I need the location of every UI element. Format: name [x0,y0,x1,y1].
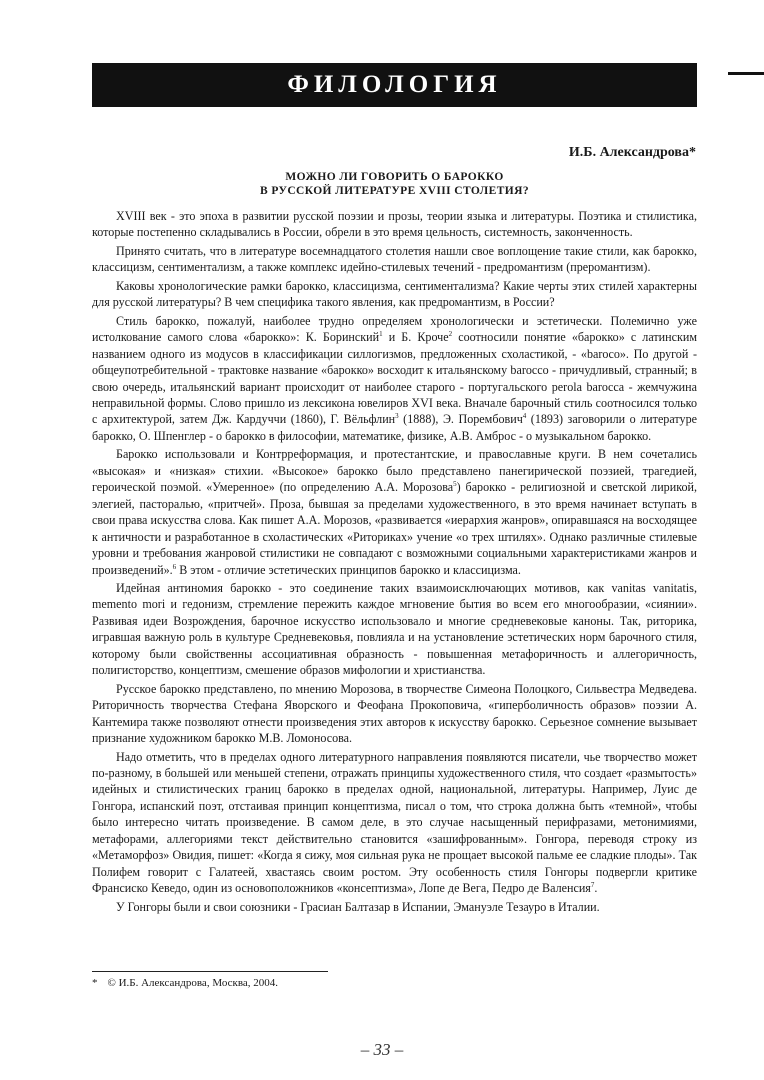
footnote-ref: 3 [395,412,399,421]
paragraph-text: Каковы хронологические рамки барокко, классицизма, сентиментализма? Какие черты этих стилей характерны для русской литературы? В чем специфика такого явления, как предромантизм, в России? [92,278,697,310]
section-title: ФИЛОЛОГИЯ [287,71,502,98]
paragraph-text: соотносили понятие «барокко» с латинским названием одного из модусов в классификации силлогизмов, предложенных схоластикой, - «barocо». По другой - общеупотребительной - трактовке название «барокко» восходит к итальянскому barocco - причудливый, странный; в свою очередь, итальянский вариант происходит от наиболее старого - португальского perola barocca - жемчужина неправильной формы. Слово пришло из лексикона ювелиров XVI века. Вначале барочный стиль соотносился только с архитектурой, затем Дж. Кардуччи (1860), Г. Вёльфлин [92,330,697,427]
page-number: – 33 – [360,1040,404,1059]
article-title-line: МОЖНО ЛИ ГОВОРИТЬ О БАРОККО [285,171,504,183]
paragraph-text: Русское барокко представлено, по мнению Морозова, в творчестве Симеона Полоцкого, Сильвестра Медведева. Риторичность творчества Стефана Яворского и Феофана Прокоповича, «гиперболичность образов» поэзии А. Кантемира также позволяют отнести произведения этих авторов к искусству барокко. Серьезное сомнение вызывает признание художником барокко М.В. Ломоносова. [92,681,697,746]
paragraph-text: Стиль барокко, пожалуй, наиболее трудно определяем хронологически и эстетически. Полемично уже истолкование самого слова «барокко»: К. Боринский [92,313,697,345]
article-title [92,170,697,198]
footnote-ref: 4 [522,412,527,421]
paragraph-text: Принято считать, что в литературе восемнадцатого столетия нашли свое воплощение такие стили, как барокко, классицизм, сентиментализм, а также комплекс идейно-стилевых течений - предромантизм (преромантизм). [92,243,697,275]
paragraph [92,749,697,897]
paragraph [92,313,697,445]
paragraph [92,580,697,679]
paragraph-text: ) барокко - религиозной и светской лирикой, элегией, пасторалью, «притчей». Проза, бывшая за пределами художественного, в это время начинает вступать в свои права искусства слова. Как пишет А.А. Морозов, «развивается «иерархия жанров», опиравшаяся на восходящее к античности и разработанное в схоластических «Риториках» учение «о трех штилях». Однако различные стилевые уровни и требования жанровой стилистики не совпадают с возможными социальными характеристиками жанров и произведений». [92,480,697,577]
section-header-banner [92,63,697,107]
footnote-ref: 1 [379,330,383,339]
paragraph-text: В этом - отличие эстетических принципов барокко и классицизма. [176,562,521,577]
edge-rule [728,72,764,75]
paragraph-text: и Б. Кроче [382,330,449,345]
paragraph-text: У Гонгоры были и свои союзники - Грасиан Балтазар в Испании, Эмануэле Тезауро в Италии. [116,899,600,914]
paragraph-text: Барокко использовали и Контрреформация, и протестантские, и православные круги. В нем сочетались «высокая» и «низкая» стихии. «Высокое» барокко было представлено панегирической поэзией, трагедией, героической поэмой. «Умеренное» (по определению А.А. Морозова [92,447,697,495]
article-body [92,208,697,917]
article-title-line: В РУССКОЙ ЛИТЕРАТУРЕ XVIII СТОЛЕТИЯ? [260,185,529,197]
footnote-text: © И.Б. Александрова, Москва, 2004. [107,977,279,989]
footnote-divider [92,971,328,972]
footnote-ref: 6 [172,562,177,571]
footnote-ref: 5 [453,480,457,489]
footnote-ref: 7 [590,881,595,890]
paragraph-text: XVIII век - это эпоха в развитии русской поэзии и прозы, теории языка и литературы. Поэтика и стилистика, которые постепенно складывались в России, обрели в это время цельность, системность, законченность. [92,209,697,240]
footnote-mark: * [92,977,98,989]
footnote-ref: 2 [448,330,453,339]
article-author: И.Б. Александрова* [568,145,696,160]
paragraph-text: Надо отметить, что в пределах одного литературного направления появляются писатели, чье творчество может по-разному, в большей или меньшей степени, отражать принципы художественного стиля, что создает «размытость» идейных и стилистических границ барокко в пределах одной, национальной, литературы. Например, Луис де Гонгора, испанский поэт, отстаивая принцип концептизма, писал о том, что строка должна быть «темной», чтобы было интересно читать произведение. В самом деле, в это случае насыщенный перифразами, метонимиями, метафорами, аллегориями текст действительно становится «зашифрованным». Гонгора, переводя строку из «Метаморфоз» Овидия, пишет: «Когда я сижу, моя сильная рука не прощает высокой пальме ее сладкие плоды». Так Полифем говорит с Галатеей, хвастаясь своим ростом. Эту особенность стиля Гонгоры подвергли критике Франсиско Кеведо, один из основоположников «консептизма», Лопе де Вега, Педро де Валенсия [92,749,697,896]
paragraph [92,681,697,747]
paragraph [92,243,697,276]
paragraph [92,208,697,241]
footnote [92,977,278,989]
paragraph [92,278,697,311]
paragraph-text: (1893) заговорили о литературе барокко, О. Шпенглер - о барокко в философии, математике, физике, А.В. Амброс - о музыкальном барокко. [92,412,697,443]
paragraph [92,446,697,578]
paragraph-text: . [594,881,598,896]
paragraph-text: (1888), Э. Порембович [398,412,523,427]
paragraph [92,899,697,915]
paragraph-text: Идейная антиномия барокко - это соединение таких взаимоисключающих мотивов, как vanitas vanitatis, memento mori и гедонизм, стремление пережить каждое мгновение бытия во всем его многообразии, «сиянии». Развивая идеи Возрождения, барочное искусство использовало и многие средневековые каноны. Так, риторика, игравшая важную роль в культуре Средневековья, повлияла и на установление эстетических норм барочного стиля, которому были свойственны ассоциативная образность - повышенная метафоричность и аллегоричность, полигисторство, концептизм, смешение образов мифологии и христианства. [92,580,697,678]
